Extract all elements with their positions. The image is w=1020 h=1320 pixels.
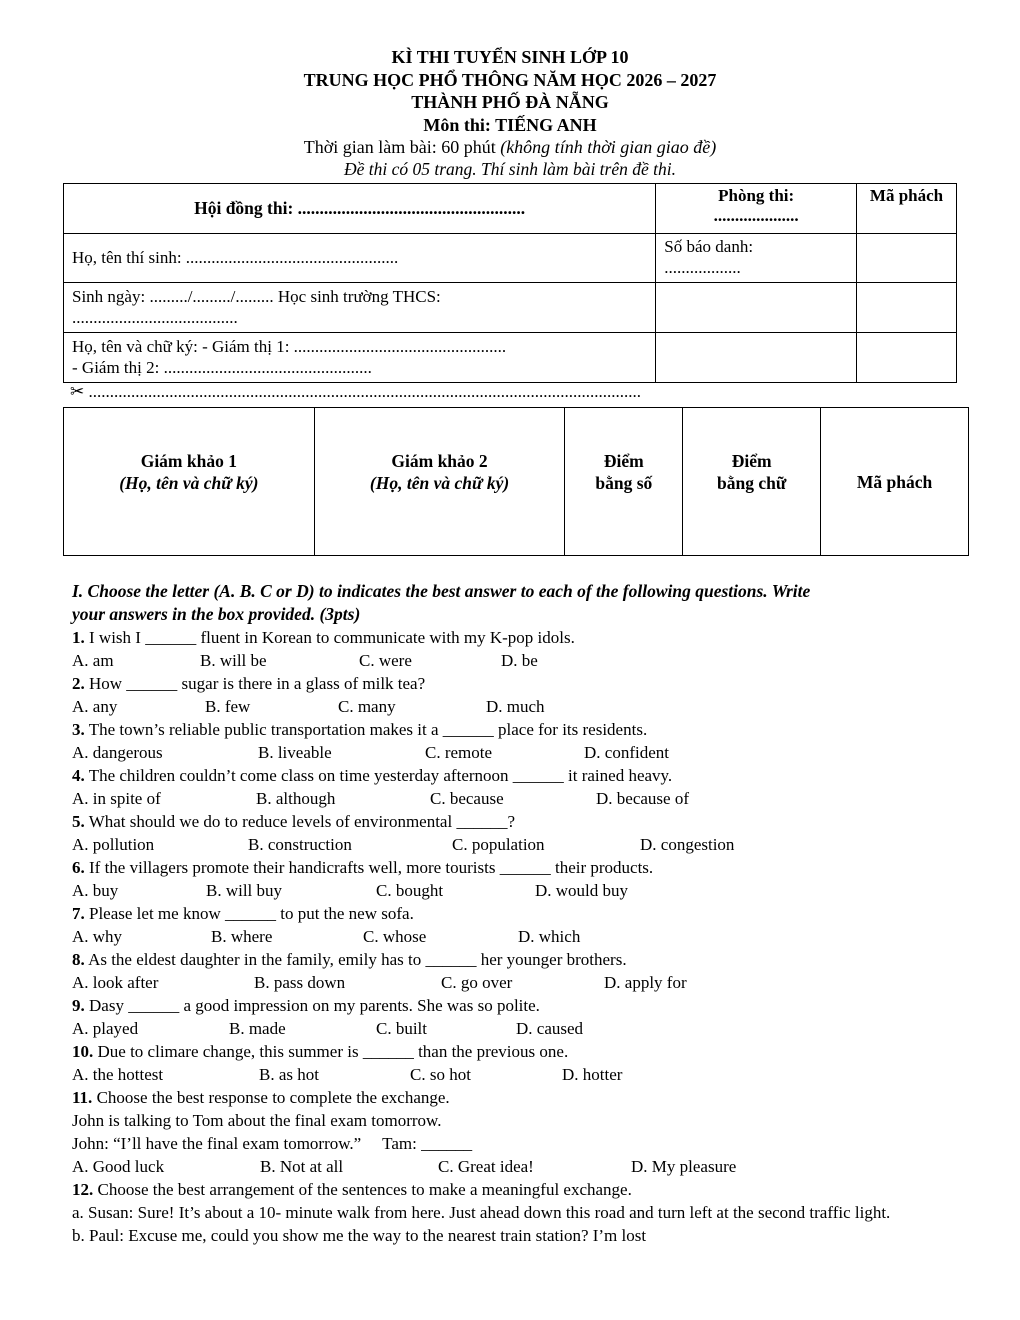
q4-option-c[interactable]: C. because: [430, 789, 504, 808]
question-6: [72, 856, 952, 879]
question-4-text: The children couldn’t come class on time yesterday afternoon ______ it rained heavy.: [88, 766, 673, 785]
question-8-text: As the eldest daughter in the family, emily has to ______ her younger brothers.: [88, 950, 627, 969]
q6-option-c[interactable]: C. bought: [376, 881, 444, 900]
question-9-number: 9.: [72, 996, 85, 1015]
q1-option-b[interactable]: B. will be: [200, 651, 267, 670]
question-1: [72, 626, 952, 649]
q5-option-c[interactable]: C. population: [452, 835, 545, 854]
q2-option-a[interactable]: A. any: [72, 697, 118, 716]
cut-line: [70, 382, 680, 404]
council-field[interactable]: Hội đồng thi: ....................................................: [64, 184, 656, 234]
candidate-info-table: [63, 183, 957, 383]
proctor-field[interactable]: [64, 333, 656, 383]
question-11-options: [72, 1155, 952, 1178]
q5-option-a[interactable]: A. pollution: [72, 835, 155, 854]
q8-option-b[interactable]: B. pass down: [254, 973, 346, 992]
q8-option-a[interactable]: A. look after: [72, 973, 159, 992]
question-10-options: [72, 1063, 952, 1086]
section-1-instruction-2: your answers in the box provided. (3pts): [72, 604, 361, 624]
question-12-b: b. Paul: Excuse me, could you show me the way to the nearest train station? I’m lost: [72, 1226, 647, 1245]
question-3: [72, 718, 952, 741]
question-9-text: Dasy ______ a good impression on my parents. She was so polite.: [89, 996, 540, 1015]
question-11-text: Choose the best response to complete the exchange.: [96, 1088, 450, 1107]
header-time: [0, 136, 1020, 159]
header-subject: Môn thi: TIẾNG ANH: [423, 114, 597, 135]
question-1-text: I wish I ______ fluent in Korean to communicate with my K-pop idols.: [89, 628, 575, 647]
q6-option-b[interactable]: B. will buy: [206, 881, 283, 900]
section-1: [72, 580, 952, 1247]
q1-option-d[interactable]: D. be: [501, 651, 538, 670]
q7-option-b[interactable]: B. where: [211, 927, 273, 946]
question-10: [72, 1040, 952, 1063]
section-1-instruction-1: I. Choose the letter (A. B. C or D) to indicates the best answer to each of the following questions. Write: [72, 581, 811, 601]
question-4-options: [72, 787, 952, 810]
q9-option-b[interactable]: B. made: [229, 1019, 286, 1038]
q10-option-b[interactable]: B. as hot: [259, 1065, 319, 1084]
question-1-number: 1.: [72, 628, 85, 647]
score-number-cell: [565, 408, 683, 556]
empty-cell-3: [656, 333, 857, 383]
q11-option-b[interactable]: B. Not at all: [260, 1157, 344, 1176]
proctor-1: Họ, tên và chữ ký: - Giám thị 1: ..................................................: [72, 337, 507, 356]
q8-option-d[interactable]: D. apply for: [604, 973, 687, 992]
sbd-label: Số báo danh:: [664, 237, 754, 256]
question-8-options: [72, 971, 952, 994]
q2-option-b[interactable]: B. few: [205, 697, 251, 716]
question-7: [72, 902, 952, 925]
question-5-text: What should we do to reduce levels of environmental ______?: [88, 812, 515, 831]
header-pages-note: Đề thi có 05 trang. Thí sinh làm bài trên đề thi.: [343, 159, 676, 179]
header-line-3: THÀNH PHỐ ĐÀ NẴNG: [411, 92, 609, 112]
question-11-number: 11.: [72, 1088, 93, 1107]
q10-option-c[interactable]: C. so hot: [410, 1065, 471, 1084]
question-12-a: a. Susan: Sure! It’s about a 10- minute walk from here. Just ahead down this road and turn left at the second traffic light.: [72, 1203, 891, 1222]
question-1-options: [72, 649, 952, 672]
question-10-number: 10.: [72, 1042, 94, 1061]
time-note: (không tính thời gian giao đề): [500, 137, 717, 157]
grader-2-sub: (Họ, tên và chữ ký): [369, 473, 510, 493]
q9-option-a[interactable]: A. played: [72, 1019, 139, 1038]
q2-option-c[interactable]: C. many: [338, 697, 396, 716]
dob-field[interactable]: [64, 283, 656, 333]
room-label: Phòng thi:: [718, 186, 795, 205]
q4-option-d[interactable]: D. because of: [596, 789, 689, 808]
question-12: [72, 1178, 952, 1201]
code-cell-3: [857, 333, 957, 383]
question-7-options: [72, 925, 952, 948]
question-6-text: If the villagers promote their handicrafts well, more tourists ______ their products.: [89, 858, 654, 877]
scissors-icon: ✂ ..................................................................................................................................: [70, 382, 641, 401]
grader-2-title: Giám khảo 2: [391, 451, 488, 471]
grader-1-sub: (Họ, tên và chữ ký): [119, 473, 259, 493]
header-line-2: TRUNG HỌC PHỔ THÔNG NĂM HỌC 2026 – 2027: [303, 69, 717, 90]
q10-option-a[interactable]: A. the hottest: [72, 1065, 164, 1084]
q1-option-a[interactable]: A. am: [72, 651, 114, 670]
q6-option-a[interactable]: A. buy: [72, 881, 119, 900]
exam-header: [0, 46, 1020, 179]
score-word-1: Điểm: [731, 451, 772, 471]
question-3-text: The town’s reliable public transportation makes it a ______ place for its residents.: [88, 720, 648, 739]
question-2-options: [72, 695, 952, 718]
dob-dots: .......................................: [72, 308, 238, 327]
score-word-2: bằng chữ: [717, 473, 787, 493]
question-7-number: 7.: [72, 904, 85, 923]
grader-1-cell: [64, 408, 315, 556]
q3-option-c[interactable]: C. remote: [425, 743, 493, 762]
q11-option-d[interactable]: D. My pleasure: [631, 1157, 737, 1176]
question-12-number: 12.: [72, 1180, 94, 1199]
score-number-2: bằng số: [595, 473, 653, 493]
header-line-1: KÌ THI TUYỂN SINH LỚP 10: [391, 47, 629, 67]
question-3-options: [72, 741, 952, 764]
q3-option-a[interactable]: A. dangerous: [72, 743, 163, 762]
code-header: Mã phách: [857, 184, 957, 234]
room-dots: ....................: [713, 206, 799, 225]
q8-option-c[interactable]: C. go over: [441, 973, 513, 992]
q6-option-d[interactable]: D. would buy: [535, 881, 629, 900]
q7-option-c[interactable]: C. whose: [363, 927, 427, 946]
grader-2-cell: [314, 408, 565, 556]
question-4-number: 4.: [72, 766, 85, 785]
q4-option-a[interactable]: A. in spite of: [72, 789, 161, 808]
code-cell-2: [857, 283, 957, 333]
empty-cell-2: [656, 283, 857, 333]
grader-code-cell: Mã phách: [821, 408, 969, 556]
q10-option-d[interactable]: D. hotter: [562, 1065, 623, 1084]
q1-option-c[interactable]: C. were: [359, 651, 412, 670]
question-5-number: 5.: [72, 812, 85, 831]
q3-option-d[interactable]: D. confident: [584, 743, 669, 762]
question-5-options: [72, 833, 952, 856]
q2-option-d[interactable]: D. much: [486, 697, 545, 716]
q9-option-d[interactable]: D. caused: [516, 1019, 584, 1038]
question-3-number: 3.: [72, 720, 85, 739]
q7-option-a[interactable]: A. why: [72, 927, 123, 946]
question-10-text: Due to climare change, this summer is ______ than the previous one.: [97, 1042, 569, 1061]
question-list: [72, 626, 952, 1086]
score-number-1: Điểm: [603, 451, 644, 471]
question-9-options: [72, 1017, 952, 1040]
question-11-context: John is talking to Tom about the final exam tomorrow.: [72, 1111, 442, 1130]
score-word-cell: [683, 408, 821, 556]
code-cell-1: [857, 234, 957, 283]
q3-option-b[interactable]: B. liveable: [258, 743, 332, 762]
q11-option-a[interactable]: A. Good luck: [72, 1157, 165, 1176]
question-2-text: How ______ sugar is there in a glass of milk tea?: [89, 674, 426, 693]
grader-1-title: Giám khảo 1: [140, 451, 237, 471]
question-11-dialogue: John: “I’ll have the final exam tomorrow.” Tam: ______: [72, 1134, 473, 1153]
q5-option-b[interactable]: B. construction: [248, 835, 352, 854]
question-8: [72, 948, 952, 971]
question-8-number: 8.: [72, 950, 85, 969]
question-4: [72, 764, 952, 787]
dob-label: Sinh ngày: ........./........./......... Học sinh trường THCS:: [72, 287, 441, 306]
sbd-field[interactable]: [656, 234, 857, 283]
proctor-2: - Giám thị 2: .................................................: [72, 358, 372, 377]
question-11: [72, 1086, 952, 1109]
question-6-number: 6.: [72, 858, 85, 877]
question-5: [72, 810, 952, 833]
room-field[interactable]: [656, 184, 857, 234]
q4-option-b[interactable]: B. although: [256, 789, 336, 808]
question-12-text: Choose the best arrangement of the sentences to make a meaningful exchange.: [97, 1180, 632, 1199]
question-2: [72, 672, 952, 695]
candidate-name-field[interactable]: Họ, tên thí sinh: ..................................................: [64, 234, 656, 283]
question-6-options: [72, 879, 952, 902]
q5-option-d[interactable]: D. congestion: [640, 835, 735, 854]
question-9: [72, 994, 952, 1017]
grader-table: [63, 407, 969, 556]
time-label: Thời gian làm bài: 60 phút: [303, 137, 496, 157]
q9-option-c[interactable]: C. built: [376, 1019, 428, 1038]
question-2-number: 2.: [72, 674, 85, 693]
sbd-dots: ..................: [664, 258, 741, 277]
q11-option-c[interactable]: C. Great idea!: [438, 1157, 534, 1176]
q7-option-d[interactable]: D. which: [518, 927, 581, 946]
question-7-text: Please let me know ______ to put the new sofa.: [89, 904, 414, 923]
